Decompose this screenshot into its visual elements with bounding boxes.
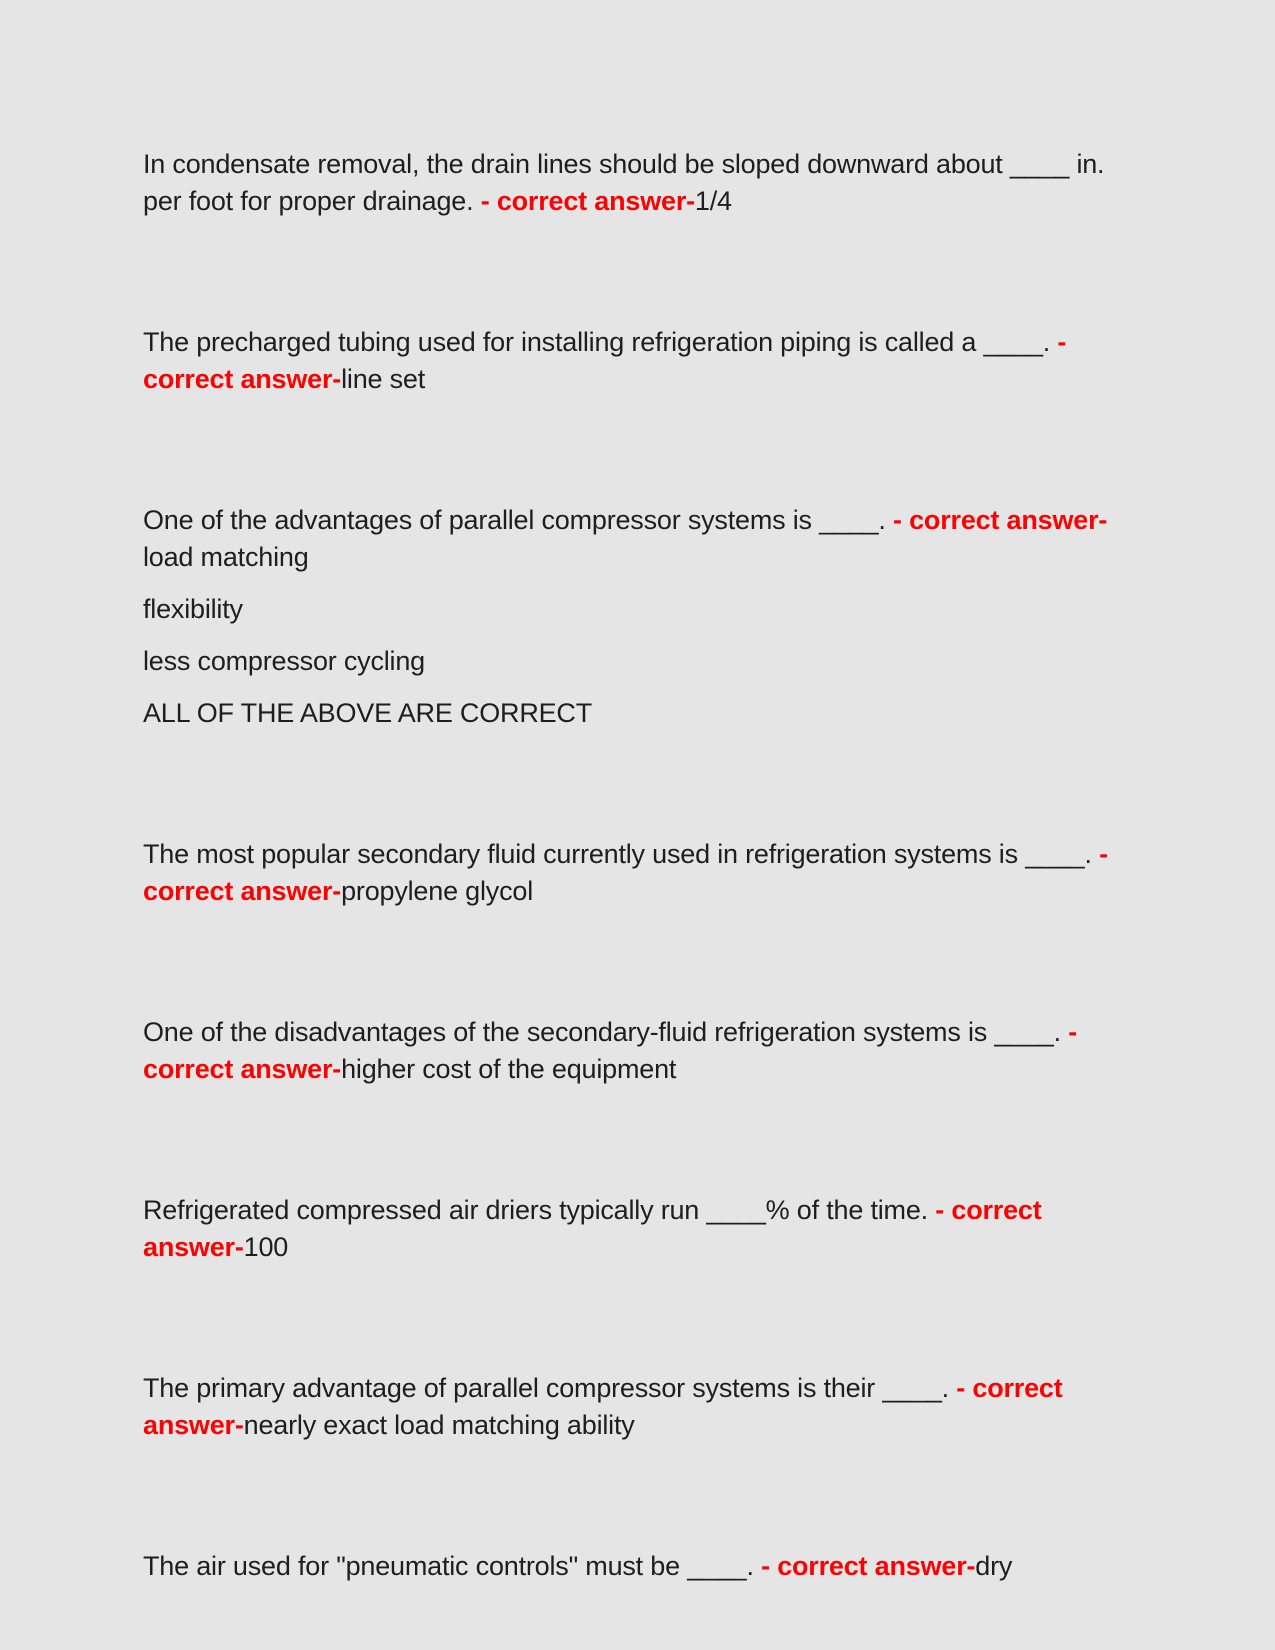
correct-answer-label: - correct answer- [143, 1373, 1063, 1440]
correct-answer-label: - correct answer- [480, 186, 695, 216]
correct-answer-label: - correct answer- [143, 1017, 1078, 1084]
correct-answer-label: - correct answer- [143, 839, 1108, 906]
question-text: The precharged tubing used for installing refrigeration piping is called a ____. [143, 327, 1051, 357]
question-text: The most popular secondary fluid currently used in refrigeration systems is ____. [143, 839, 1092, 869]
question-paragraph [143, 502, 1135, 576]
question-text: Refrigerated compressed air driers typically run ____% of the time. [143, 1195, 928, 1225]
answer-text: propylene glycol [341, 876, 534, 906]
question-paragraph [143, 324, 1135, 398]
question-block-4 [143, 836, 1135, 910]
answer-text: 100 [243, 1232, 289, 1262]
answer-text: dry [975, 1551, 1013, 1581]
question-text: One of the advantages of parallel compressor systems is ____. [143, 505, 886, 535]
question-block-6 [143, 1192, 1135, 1266]
correct-answer-label: - correct answer- [893, 505, 1108, 535]
question-text: The air used for "pneumatic controls" must be ____. [143, 1551, 754, 1581]
question-text: The primary advantage of parallel compressor systems is their ____. [143, 1373, 949, 1403]
question-paragraph [143, 1192, 1135, 1266]
question-paragraph [143, 836, 1135, 910]
answer-option: less compressor cycling [143, 646, 425, 676]
answer-text: load matching [143, 542, 309, 572]
correct-answer-label: - correct answer- [143, 327, 1067, 394]
answer-text: line set [341, 364, 426, 394]
question-block-1 [143, 146, 1135, 220]
question-text: One of the disadvantages of the secondary-fluid refrigeration systems is ____. [143, 1017, 1061, 1047]
answer-text: higher cost of the equipment [341, 1054, 677, 1084]
answer-text: nearly exact load matching ability [243, 1410, 635, 1440]
question-block-2 [143, 324, 1135, 398]
answer-text: 1/4 [694, 186, 732, 216]
answer-option: ALL OF THE ABOVE ARE CORRECT [143, 698, 593, 728]
correct-answer-label: - correct answer- [761, 1551, 976, 1581]
question-block-7 [143, 1370, 1135, 1444]
correct-answer-label: - correct answer- [143, 1195, 1042, 1262]
answer-option: flexibility [143, 594, 243, 624]
question-text: In condensate removal, the drain lines should be sloped downward about ____ in. per foot for proper drainage. [143, 149, 1105, 216]
question-paragraph [143, 1014, 1135, 1088]
question-paragraph [143, 146, 1135, 220]
question-block-5 [143, 1014, 1135, 1088]
question-paragraph [143, 1548, 1135, 1585]
question-block-3 [143, 502, 1135, 732]
question-paragraph [143, 1370, 1135, 1444]
question-block-8 [143, 1548, 1135, 1585]
